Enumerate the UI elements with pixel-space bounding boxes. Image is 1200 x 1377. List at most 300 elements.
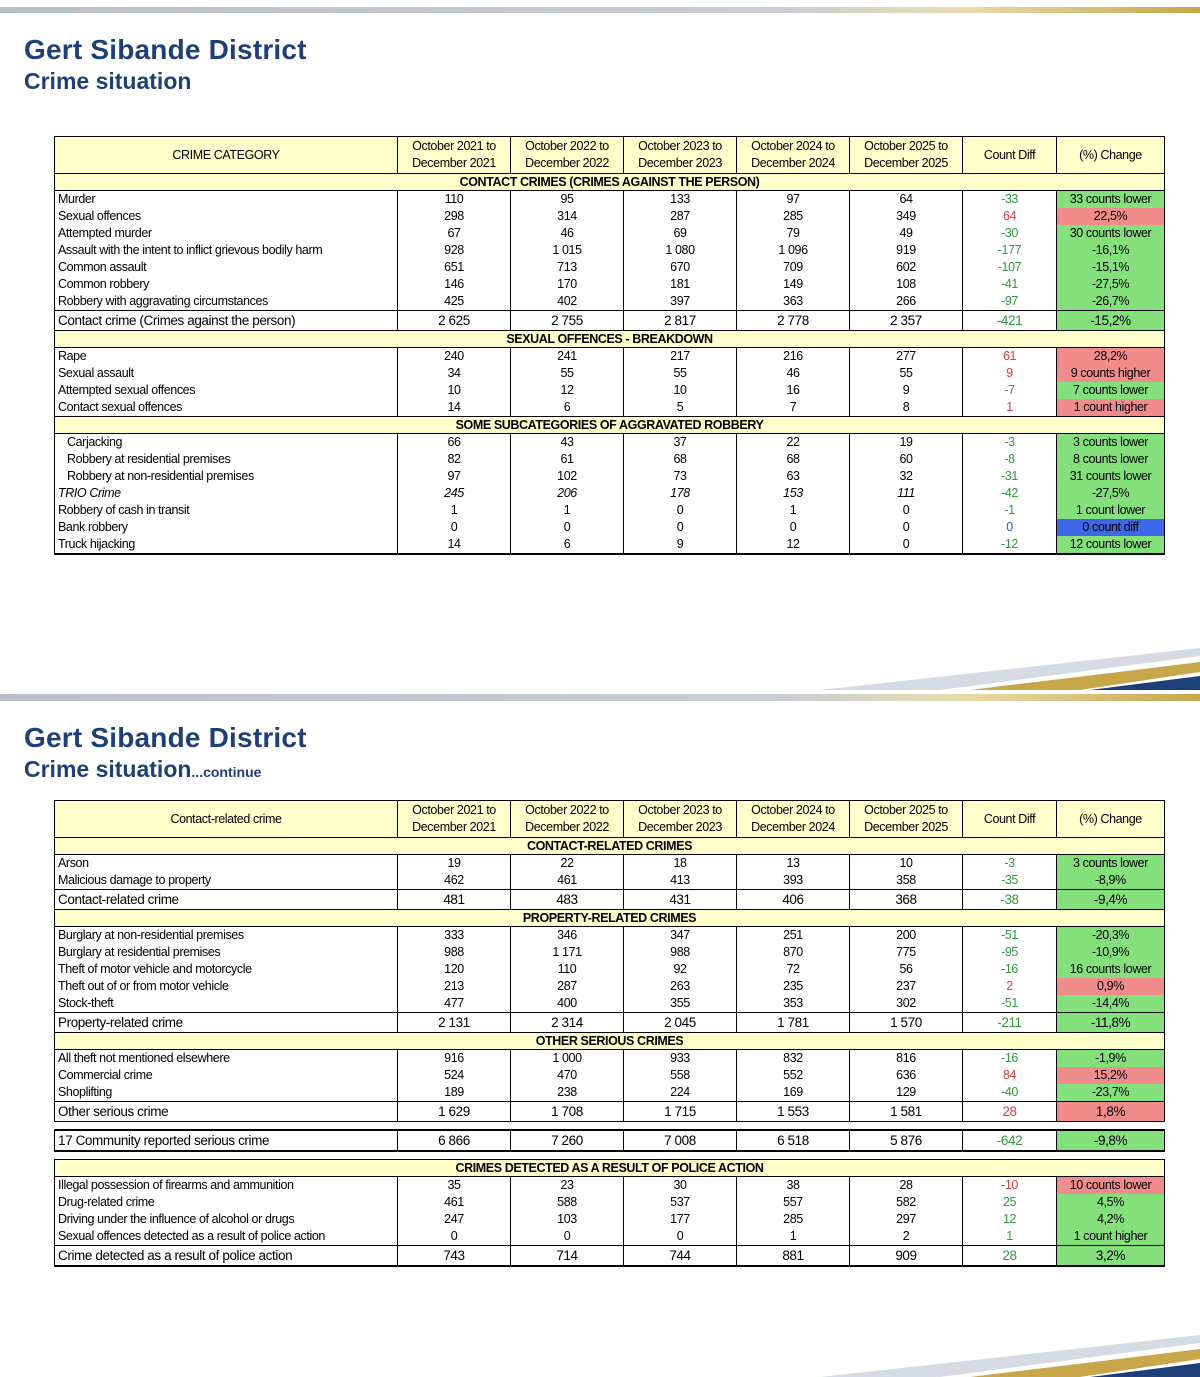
period-value: 1 015: [511, 242, 624, 259]
table-row: [55, 961, 1165, 978]
period-value: 73: [624, 468, 737, 485]
total-row: [55, 890, 1165, 910]
period-value: 32: [850, 468, 963, 485]
period-value: 66: [398, 434, 511, 452]
crime-category: Sexual offences detected as a result of police action: [55, 1228, 398, 1246]
crime-category: Burglary at residential premises: [55, 944, 398, 961]
period-value: 8: [850, 399, 963, 417]
count-diff: 12: [963, 1211, 1057, 1228]
period-value: 397: [624, 293, 737, 311]
crime-category: Carjacking: [55, 434, 398, 452]
column-header: October 2022 to December 2022: [511, 137, 624, 174]
count-diff: 64: [963, 208, 1057, 225]
percent-change: -20,3%: [1057, 927, 1165, 945]
count-diff: 9: [963, 365, 1057, 382]
percent-change: 33 counts lower: [1057, 191, 1165, 209]
period-value: 55: [850, 365, 963, 382]
period-value: 46: [511, 225, 624, 242]
period-value: 431: [624, 890, 737, 910]
table-row: [55, 434, 1165, 452]
period-value: 241: [511, 348, 624, 366]
percent-change: 16 counts lower: [1057, 961, 1165, 978]
percent-change: 15,2%: [1057, 1067, 1165, 1084]
period-value: 2 357: [850, 311, 963, 331]
period-value: 38: [737, 1177, 850, 1195]
count-diff: 84: [963, 1067, 1057, 1084]
period-value: 111: [850, 485, 963, 502]
count-diff: -35: [963, 872, 1057, 890]
period-value: 602: [850, 259, 963, 276]
period-value: 224: [624, 1084, 737, 1102]
period-value: 97: [737, 191, 850, 209]
period-value: 266: [850, 293, 963, 311]
section-header: OTHER SERIOUS CRIMES: [55, 1033, 1165, 1050]
crime-category: Other serious crime: [55, 1102, 398, 1122]
table-row: [55, 502, 1165, 519]
period-value: 881: [737, 1246, 850, 1267]
table-row: [55, 1084, 1165, 1102]
period-value: 461: [398, 1194, 511, 1211]
period-value: 7 008: [624, 1130, 737, 1151]
period-value: 358: [850, 872, 963, 890]
count-diff: -16: [963, 961, 1057, 978]
crime-table-2: [54, 800, 1165, 1267]
period-value: 153: [737, 485, 850, 502]
period-value: 68: [624, 451, 737, 468]
period-value: 95: [511, 191, 624, 209]
period-value: 206: [511, 485, 624, 502]
period-value: 393: [737, 872, 850, 890]
period-value: 235: [737, 978, 850, 995]
column-header: October 2022 to December 2022: [511, 801, 624, 838]
percent-change: 10 counts lower: [1057, 1177, 1165, 1195]
page-title: Gert Sibande District: [24, 34, 307, 65]
crime-category: Arson: [55, 855, 398, 873]
crime-category: Attempted murder: [55, 225, 398, 242]
table-row: [55, 485, 1165, 502]
table-row: [55, 944, 1165, 961]
count-diff: -10: [963, 1177, 1057, 1195]
period-value: 0: [511, 1228, 624, 1246]
period-value: 909: [850, 1246, 963, 1267]
period-value: 870: [737, 944, 850, 961]
crime-category: Theft out of or from motor vehicle: [55, 978, 398, 995]
crime-category: Burglary at non-residential premises: [55, 927, 398, 945]
period-value: 82: [398, 451, 511, 468]
period-value: 16: [737, 382, 850, 399]
period-value: 916: [398, 1050, 511, 1068]
count-diff: -40: [963, 1084, 1057, 1102]
count-diff: 1: [963, 1228, 1057, 1246]
count-diff: -8: [963, 451, 1057, 468]
count-diff: -3: [963, 855, 1057, 873]
count-diff: -16: [963, 1050, 1057, 1068]
table-row: [55, 348, 1165, 366]
period-value: 56: [850, 961, 963, 978]
percent-change: -10,9%: [1057, 944, 1165, 961]
period-value: 302: [850, 995, 963, 1013]
column-header: October 2024 to December 2024: [737, 137, 850, 174]
period-value: 238: [511, 1084, 624, 1102]
total-row: [55, 311, 1165, 331]
table-row: [55, 1067, 1165, 1084]
crime-category: Malicious damage to property: [55, 872, 398, 890]
period-value: 14: [398, 399, 511, 417]
table-row: [55, 536, 1165, 554]
period-value: 524: [398, 1067, 511, 1084]
column-header: October 2021 to December 2021: [398, 801, 511, 838]
period-value: 251: [737, 927, 850, 945]
period-value: 347: [624, 927, 737, 945]
period-value: 1: [737, 1228, 850, 1246]
table-gap: [55, 1151, 1165, 1160]
crime-category: Contact sexual offences: [55, 399, 398, 417]
period-value: 60: [850, 451, 963, 468]
section-header-row: [55, 910, 1165, 927]
period-value: 470: [511, 1067, 624, 1084]
percent-change: 3 counts lower: [1057, 855, 1165, 873]
section-header-row: [55, 1033, 1165, 1050]
period-value: 346: [511, 927, 624, 945]
period-value: 2 778: [737, 311, 850, 331]
percent-change: 0,9%: [1057, 978, 1165, 995]
percent-change: -23,7%: [1057, 1084, 1165, 1102]
column-header: October 2023 to December 2023: [624, 801, 737, 838]
period-value: 79: [737, 225, 850, 242]
count-diff: -51: [963, 927, 1057, 945]
count-diff: -97: [963, 293, 1057, 311]
page-subtitle: Crime situation: [24, 68, 192, 94]
table-row: [55, 519, 1165, 536]
count-diff: -38: [963, 890, 1057, 910]
period-value: 72: [737, 961, 850, 978]
period-value: 216: [737, 348, 850, 366]
percent-change: 1,8%: [1057, 1102, 1165, 1122]
count-diff: 25: [963, 1194, 1057, 1211]
period-value: 2 817: [624, 311, 737, 331]
period-value: 1 581: [850, 1102, 963, 1122]
period-value: 0: [511, 519, 624, 536]
section-header: SOME SUBCATEGORIES OF AGGRAVATED ROBBERY: [55, 417, 1165, 434]
period-value: 775: [850, 944, 963, 961]
period-value: 558: [624, 1067, 737, 1084]
period-value: 46: [737, 365, 850, 382]
period-value: 103: [511, 1211, 624, 1228]
count-diff: -95: [963, 944, 1057, 961]
period-value: 12: [511, 382, 624, 399]
column-header: October 2024 to December 2024: [737, 801, 850, 838]
crime-category: All theft not mentioned elsewhere: [55, 1050, 398, 1068]
period-value: 2 045: [624, 1013, 737, 1033]
table-row: [55, 259, 1165, 276]
percent-change: -27,5%: [1057, 485, 1165, 502]
crime-table-1: [54, 136, 1165, 555]
period-value: 1 715: [624, 1102, 737, 1122]
period-value: 285: [737, 1211, 850, 1228]
table-header-row: [55, 801, 1165, 838]
percent-change: 1 count higher: [1057, 399, 1165, 417]
period-value: 988: [624, 944, 737, 961]
period-value: 129: [850, 1084, 963, 1102]
percent-change: -16,1%: [1057, 242, 1165, 259]
period-value: 349: [850, 208, 963, 225]
period-value: 481: [398, 890, 511, 910]
crime-category: Shoplifting: [55, 1084, 398, 1102]
period-value: 120: [398, 961, 511, 978]
period-value: 23: [511, 1177, 624, 1195]
crime-category: Attempted sexual offences: [55, 382, 398, 399]
count-diff: -177: [963, 242, 1057, 259]
period-value: 0: [850, 536, 963, 554]
percent-change: 12 counts lower: [1057, 536, 1165, 554]
section-header: SEXUAL OFFENCES - BREAKDOWN: [55, 331, 1165, 348]
period-value: 287: [511, 978, 624, 995]
period-value: 2 131: [398, 1013, 511, 1033]
table-row: [55, 927, 1165, 945]
crime-category: Theft of motor vehicle and motorcycle: [55, 961, 398, 978]
crime-category: Commercial crime: [55, 1067, 398, 1084]
percent-change: 0 count diff: [1057, 519, 1165, 536]
percent-change: -11,8%: [1057, 1013, 1165, 1033]
period-value: 149: [737, 276, 850, 293]
crime-category: Sexual assault: [55, 365, 398, 382]
period-value: 462: [398, 872, 511, 890]
period-value: 651: [398, 259, 511, 276]
period-value: 181: [624, 276, 737, 293]
period-value: 69: [624, 225, 737, 242]
period-value: 12: [737, 536, 850, 554]
column-header: (%) Change: [1057, 801, 1165, 838]
count-diff: 28: [963, 1246, 1057, 1267]
total-row: [55, 1013, 1165, 1033]
column-header: Count Diff: [963, 137, 1057, 174]
period-value: 368: [850, 890, 963, 910]
period-value: 477: [398, 995, 511, 1013]
period-value: 2: [850, 1228, 963, 1246]
period-value: 177: [624, 1211, 737, 1228]
period-value: 102: [511, 468, 624, 485]
crime-category: Driving under the influence of alcohol or drugs: [55, 1211, 398, 1228]
period-value: 0: [624, 1228, 737, 1246]
period-value: 240: [398, 348, 511, 366]
period-value: 298: [398, 208, 511, 225]
period-value: 400: [511, 995, 624, 1013]
period-value: 1 629: [398, 1102, 511, 1122]
subtitle-continue: ...continue: [191, 764, 262, 780]
period-value: 189: [398, 1084, 511, 1102]
period-value: 5: [624, 399, 737, 417]
period-value: 64: [850, 191, 963, 209]
period-value: 1: [398, 502, 511, 519]
period-value: 247: [398, 1211, 511, 1228]
period-value: 744: [624, 1246, 737, 1267]
crime-category: Truck hijacking: [55, 536, 398, 554]
section-header: CONTACT CRIMES (CRIMES AGAINST THE PERSON): [55, 174, 1165, 191]
period-value: 413: [624, 872, 737, 890]
table-row: [55, 978, 1165, 995]
period-value: 1 781: [737, 1013, 850, 1033]
count-diff: -42: [963, 485, 1057, 502]
period-value: 743: [398, 1246, 511, 1267]
period-value: 1 570: [850, 1013, 963, 1033]
percent-change: -8,9%: [1057, 872, 1165, 890]
percent-change: -9,4%: [1057, 890, 1165, 910]
count-diff: 2: [963, 978, 1057, 995]
percent-change: 1 count lower: [1057, 502, 1165, 519]
period-value: 263: [624, 978, 737, 995]
period-value: 552: [737, 1067, 850, 1084]
crime-category: Illegal possession of firearms and ammunition: [55, 1177, 398, 1195]
period-value: 10: [624, 382, 737, 399]
period-value: 1 553: [737, 1102, 850, 1122]
period-value: 6 518: [737, 1130, 850, 1151]
crime-category: 17 Community reported serious crime: [55, 1130, 398, 1151]
period-value: 0: [624, 519, 737, 536]
period-value: 133: [624, 191, 737, 209]
period-value: 933: [624, 1050, 737, 1068]
period-value: 713: [511, 259, 624, 276]
period-value: 297: [850, 1211, 963, 1228]
period-value: 18: [624, 855, 737, 873]
section-header-row: [55, 331, 1165, 348]
count-diff: -31: [963, 468, 1057, 485]
period-value: 355: [624, 995, 737, 1013]
count-diff: 61: [963, 348, 1057, 366]
period-value: 2 314: [511, 1013, 624, 1033]
period-value: 55: [624, 365, 737, 382]
period-value: 277: [850, 348, 963, 366]
period-value: 9: [624, 536, 737, 554]
total-row: [55, 1102, 1165, 1122]
period-value: 43: [511, 434, 624, 452]
period-value: 2 755: [511, 311, 624, 331]
total-row: [55, 1246, 1165, 1267]
period-value: 402: [511, 293, 624, 311]
period-value: 537: [624, 1194, 737, 1211]
slide-2: [0, 690, 1200, 1377]
column-header: October 2023 to December 2023: [624, 137, 737, 174]
period-value: 314: [511, 208, 624, 225]
period-value: 49: [850, 225, 963, 242]
period-value: 557: [737, 1194, 850, 1211]
period-value: 63: [737, 468, 850, 485]
column-header: Contact-related crime: [55, 801, 398, 838]
crime-category: Drug-related crime: [55, 1194, 398, 1211]
period-value: 217: [624, 348, 737, 366]
period-value: 287: [624, 208, 737, 225]
table-row: [55, 382, 1165, 399]
period-value: 55: [511, 365, 624, 382]
period-value: 0: [737, 519, 850, 536]
period-value: 1 000: [511, 1050, 624, 1068]
period-value: 30: [624, 1177, 737, 1195]
table-row: [55, 365, 1165, 382]
table-row: [55, 872, 1165, 890]
count-diff: -30: [963, 225, 1057, 242]
period-value: 483: [511, 890, 624, 910]
period-value: 67: [398, 225, 511, 242]
period-value: 200: [850, 927, 963, 945]
period-value: 110: [511, 961, 624, 978]
percent-change: -14,4%: [1057, 995, 1165, 1013]
period-value: 110: [398, 191, 511, 209]
crime-category: Common assault: [55, 259, 398, 276]
period-value: 1 096: [737, 242, 850, 259]
period-value: 13: [737, 855, 850, 873]
period-value: 92: [624, 961, 737, 978]
period-value: 108: [850, 276, 963, 293]
table-row: [55, 225, 1165, 242]
period-value: 285: [737, 208, 850, 225]
period-value: 10: [850, 855, 963, 873]
period-value: 170: [511, 276, 624, 293]
section-header-row: [55, 417, 1165, 434]
crime-category: Property-related crime: [55, 1013, 398, 1033]
period-value: 425: [398, 293, 511, 311]
column-header: October 2025 to December 2025: [850, 801, 963, 838]
period-value: 22: [737, 434, 850, 452]
table-row: [55, 293, 1165, 311]
table-row: [55, 855, 1165, 873]
percent-change: 8 counts lower: [1057, 451, 1165, 468]
community-total-row: [55, 1130, 1165, 1151]
table-row: [55, 1194, 1165, 1211]
crime-category: TRIO Crime: [55, 485, 398, 502]
count-diff: -211: [963, 1013, 1057, 1033]
period-value: 6: [511, 399, 624, 417]
period-value: 22: [511, 855, 624, 873]
section-header-row: [55, 838, 1165, 855]
percent-change: -1,9%: [1057, 1050, 1165, 1068]
percent-change: 30 counts lower: [1057, 225, 1165, 242]
count-diff: -51: [963, 995, 1057, 1013]
column-header: October 2021 to December 2021: [398, 137, 511, 174]
crime-category: Contact crime (Crimes against the person): [55, 311, 398, 331]
period-value: 928: [398, 242, 511, 259]
table-row: [55, 191, 1165, 209]
period-value: 1: [737, 502, 850, 519]
period-value: 237: [850, 978, 963, 995]
table-row: [55, 242, 1165, 259]
period-value: 816: [850, 1050, 963, 1068]
period-value: 919: [850, 242, 963, 259]
crime-category: Robbery of cash in transit: [55, 502, 398, 519]
percent-change: 22,5%: [1057, 208, 1165, 225]
period-value: 1 171: [511, 944, 624, 961]
period-value: 353: [737, 995, 850, 1013]
table-row: [55, 995, 1165, 1013]
period-value: 636: [850, 1067, 963, 1084]
period-value: 10: [398, 382, 511, 399]
percent-change: -15,2%: [1057, 311, 1165, 331]
period-value: 9: [850, 382, 963, 399]
table-row: [55, 451, 1165, 468]
period-value: 7 260: [511, 1130, 624, 1151]
page-title: Gert Sibande District: [24, 722, 307, 753]
period-value: 245: [398, 485, 511, 502]
count-diff: -12: [963, 536, 1057, 554]
period-value: 670: [624, 259, 737, 276]
percent-change: -15,1%: [1057, 259, 1165, 276]
period-value: 28: [850, 1177, 963, 1195]
column-header: October 2025 to December 2025: [850, 137, 963, 174]
period-value: 0: [624, 502, 737, 519]
count-diff: 0: [963, 519, 1057, 536]
period-value: 6 866: [398, 1130, 511, 1151]
period-value: 0: [398, 1228, 511, 1246]
percent-change: 31 counts lower: [1057, 468, 1165, 485]
top-accent-bar: [0, 7, 1200, 13]
